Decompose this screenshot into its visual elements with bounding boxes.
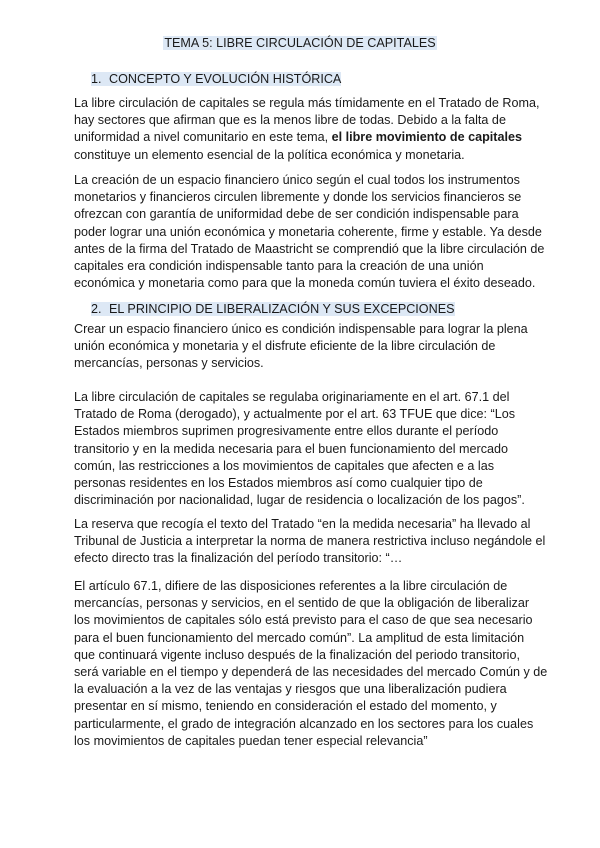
section-2-paragraph-3 — [74, 516, 546, 568]
paragraph-line — [74, 129, 534, 146]
paragraph-line: los movimientos de capitales puedan tener especial relevancia” — [74, 733, 428, 748]
paragraph-line: Estados miembros suprimen progresivamente entre ellos durante el período — [74, 424, 499, 439]
paragraph-line: será variable en el tiempo y dependerá de las necesidades del mercado Común y de — [74, 665, 548, 680]
paragraph-line: monetarios y financieros circulen libremente y donde los servicios financieros se — [74, 190, 522, 205]
section-1-title: CONCEPTO Y EVOLUCIÓN HISTÓRICA — [109, 72, 342, 86]
paragraph-line: efecto directo tras la finalización del período transitorio: “… — [74, 551, 403, 566]
section-2-paragraph-4 — [74, 578, 548, 750]
section-1-paragraph-1 — [74, 95, 540, 164]
paragraph-line: El artículo 67.1, difiere de las disposiciones referentes a la libre circulación de — [74, 579, 508, 593]
section-2-paragraph-2 — [74, 389, 534, 509]
paragraph-line: La libre circulación de capitales se regulaba originariamente en el art. 67.1 del — [74, 390, 510, 404]
paragraph-line: constituye un elemento esencial de la política económica y monetaria. — [74, 147, 465, 162]
paragraph-line: mercancías, personas y servicios, en el sentido de que la obligación de liberalizar — [74, 596, 530, 611]
paragraph-line: capitales era condición indispensable tanto para la creación de una unión — [74, 259, 484, 274]
section-1-number: 1. — [91, 72, 102, 86]
paragraph-line: para el buen funcionamiento del mercado común”. La amplitud de esta limitación — [74, 630, 525, 645]
paragraph-line: Crear un espacio financiero único es condición indispensable para lograr la plena — [74, 322, 528, 336]
paragraph-line: hay sectores que afirman que es la menos libre de todas. Debido a la falta de — [74, 113, 506, 128]
paragraph-line: La creación de un espacio financiero único según el cual todos los instrumentos — [74, 173, 520, 187]
paragraph-line: poder lograr una unión económica y monetaria coherente, firme y estable. Ya desde — [74, 224, 542, 239]
document-title — [0, 34, 600, 52]
section-2-paragraph-1 — [74, 321, 534, 373]
paragraph-line: que continuará vigente incluso después de la finalización del periodo transitorio, — [74, 647, 520, 662]
section-1-paragraph-2 — [74, 172, 545, 292]
section-2-heading-highlight — [91, 302, 455, 316]
paragraph-line: común, las restricciones a los movimientos de capitales que afecten e a las — [74, 458, 495, 473]
section-2-number: 2. — [91, 302, 102, 316]
bold-phrase: el libre movimiento de capitales — [331, 130, 522, 145]
section-1-heading — [91, 70, 341, 88]
paragraph-line: particularmente, el grado de integración alcanzado en los sectores para los cuales — [74, 716, 534, 731]
paragraph-line: transitorio y en la medida necesaria para el buen funcionamiento del mercado — [74, 441, 509, 456]
paragraph-line: discriminación por nacionalidad, lugar de residencia o localización de los pagos”. — [74, 493, 525, 508]
section-2-heading — [91, 300, 455, 318]
paragraph-line: mercancías, personas y servicios. — [74, 356, 264, 371]
paragraph-line: antes de la firma del Tratado de Maastricht se comprendió que la libre circulación de — [74, 241, 545, 256]
paragraph-line-text: uniformidad a nivel comunitario en este tema, — [74, 130, 332, 145]
paragraph-line: Tribunal de Justicia a interpretar la norma de manera restrictiva incluso negándole el — [74, 534, 546, 549]
paragraph-line: Tratado de Roma (derogado), y actualmente por el art. 63 TFUE que dice: “Los — [74, 407, 516, 422]
document-title-text: TEMA 5: LIBRE CIRCULACIÓN DE CAPITALES — [164, 36, 436, 50]
paragraph-line: ofrezcan con garantía de uniformidad debe de ser condición indispensable para — [74, 207, 519, 222]
paragraph-line: económica y monetaria como para que la moneda común tuviera el éxito deseado. — [74, 276, 536, 291]
paragraph-line: la evaluación a la vez de las ventajas y riesgos que una liberalización pudiera — [74, 682, 507, 697]
section-2-title: EL PRINCIPIO DE LIBERALIZACIÓN Y SUS EXCEPCIONES — [109, 302, 455, 316]
paragraph-line: presentar en sí mismo, teniendo en consideración el estado del momento, y — [74, 699, 497, 714]
section-1-heading-highlight — [91, 72, 341, 86]
paragraph-line: La reserva que recogía el texto del Tratado “en la medida necesaria” ha llevado al — [74, 517, 531, 531]
paragraph-line: La libre circulación de capitales se regula más tímidamente en el Tratado de Roma, — [74, 96, 540, 110]
paragraph-line: personas residentes en los Estados miembros así como cualquier tipo de — [74, 476, 483, 491]
paragraph-line: unión económica y monetaria y el disfrute eficiente de la libre circulación de — [74, 339, 496, 354]
paragraph-line: los movimientos de capitales sólo está previsto para el caso de que sea necesario — [74, 613, 533, 628]
